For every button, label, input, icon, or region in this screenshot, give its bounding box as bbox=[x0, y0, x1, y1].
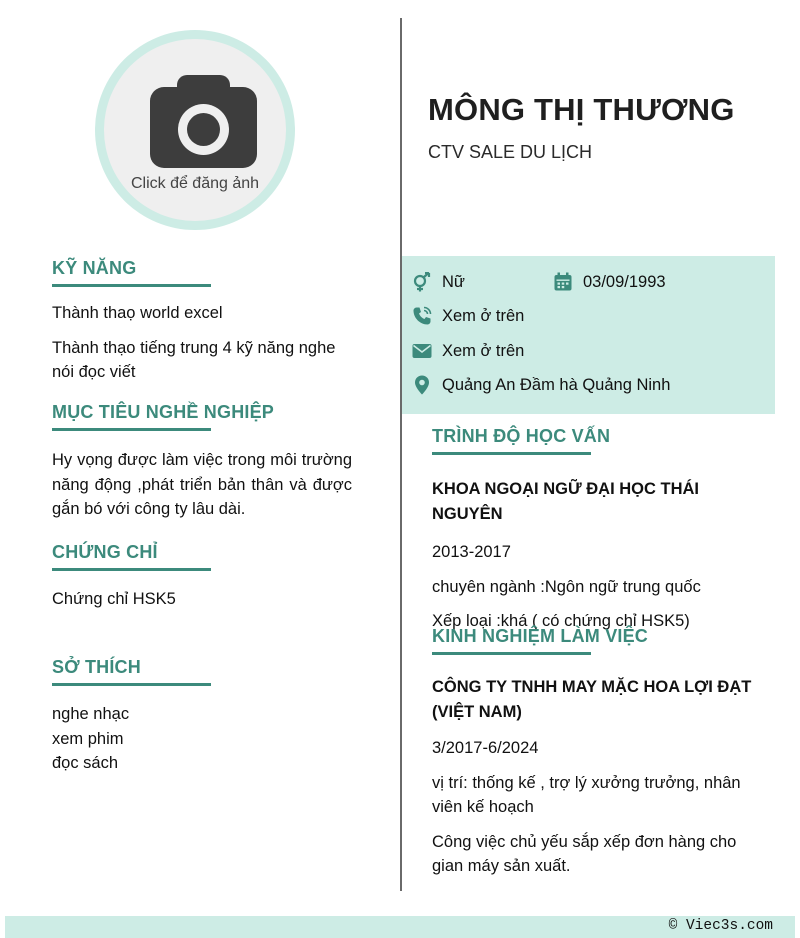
hobbies-section bbox=[52, 657, 352, 776]
company-name: CÔNG TY TNHH MAY MẶC HOA LỢI ĐẠT (VIỆT NAM) bbox=[432, 678, 752, 721]
experience-position: vị trí: thống kế , trợ lý xưởng trưởng, nhân viên kế hoạch bbox=[432, 773, 741, 816]
skills-title: KỸ NĂNG bbox=[52, 258, 137, 278]
avatar-placeholder bbox=[104, 39, 286, 221]
education-major: chuyên ngành :Ngôn ngữ trung quốc bbox=[432, 577, 701, 596]
education-period: 2013-2017 bbox=[432, 543, 511, 561]
skills-section bbox=[52, 258, 352, 385]
education-section bbox=[432, 426, 762, 634]
experience-period: 3/2017-6/2024 bbox=[432, 739, 539, 757]
experience-section bbox=[432, 626, 762, 879]
gender-icon bbox=[412, 272, 432, 292]
address-value: Quảng An Đầm hà Quảng Ninh bbox=[442, 375, 671, 394]
hobbies-title: SỞ THÍCH bbox=[52, 657, 141, 677]
phone-value: Xem ở trên bbox=[442, 306, 525, 325]
phone-row bbox=[412, 306, 524, 326]
column-divider bbox=[400, 18, 402, 891]
experience-description: Công việc chủ yếu sắp xếp đơn hàng cho gian máy sản xuất. bbox=[432, 832, 737, 875]
mail-icon bbox=[412, 341, 432, 361]
footer-bar bbox=[5, 916, 795, 938]
contact-info bbox=[402, 256, 775, 414]
hobby-item: đọc sách bbox=[52, 754, 119, 772]
education-grade: Xếp loại :khá ( có chứng chỉ HSK5) bbox=[432, 612, 690, 630]
calendar-icon bbox=[553, 272, 573, 292]
school-name: KHOA NGOẠI NGỮ ĐẠI HỌC THÁI NGUYÊN bbox=[432, 480, 699, 523]
objective-text: Hy vọng được làm việc trong môi trường năng động ,phát triển bản thân và được gắn bó với công ty lâu dài. bbox=[52, 451, 352, 518]
footer-copyright: © Viec3s.com bbox=[668, 918, 773, 934]
gender-row bbox=[412, 272, 465, 292]
hobby-item: nghe nhạc bbox=[52, 705, 130, 723]
education-title: TRÌNH ĐỘ HỌC VẤN bbox=[432, 426, 611, 446]
candidate-name: MÔNG THỊ THƯƠNG bbox=[428, 92, 735, 127]
certificates-section bbox=[52, 542, 352, 612]
hobby-item: xem phim bbox=[52, 729, 124, 748]
gender-value: Nữ bbox=[442, 272, 465, 291]
avatar-caption: Click để đăng ảnh bbox=[130, 175, 260, 192]
certificate-item: Chứng chỉ HSK5 bbox=[52, 590, 176, 608]
phone-icon bbox=[412, 306, 432, 326]
address-row bbox=[412, 375, 670, 395]
email-value: Xem ở trên bbox=[442, 341, 525, 360]
birthdate-row bbox=[553, 272, 666, 292]
location-pin-icon bbox=[412, 375, 432, 395]
certificates-title: CHỨNG CHỈ bbox=[52, 542, 158, 562]
job-title: CTV SALE DU LỊCH bbox=[428, 142, 593, 162]
skill-item: Thành thaọ world excel bbox=[52, 304, 223, 322]
skill-item: Thành thạo tiếng trung 4 kỹ năng nghe nói đọc viết bbox=[52, 338, 336, 381]
objective-section bbox=[52, 402, 352, 522]
avatar-upload[interactable] bbox=[95, 30, 295, 230]
birthdate-value: 03/09/1993 bbox=[583, 272, 666, 291]
email-row bbox=[412, 341, 524, 361]
experience-title: KINH NGHIỆM LÀM VIỆC bbox=[432, 626, 649, 646]
objective-title: MỤC TIÊU NGHỀ NGHIỆP bbox=[52, 402, 275, 422]
